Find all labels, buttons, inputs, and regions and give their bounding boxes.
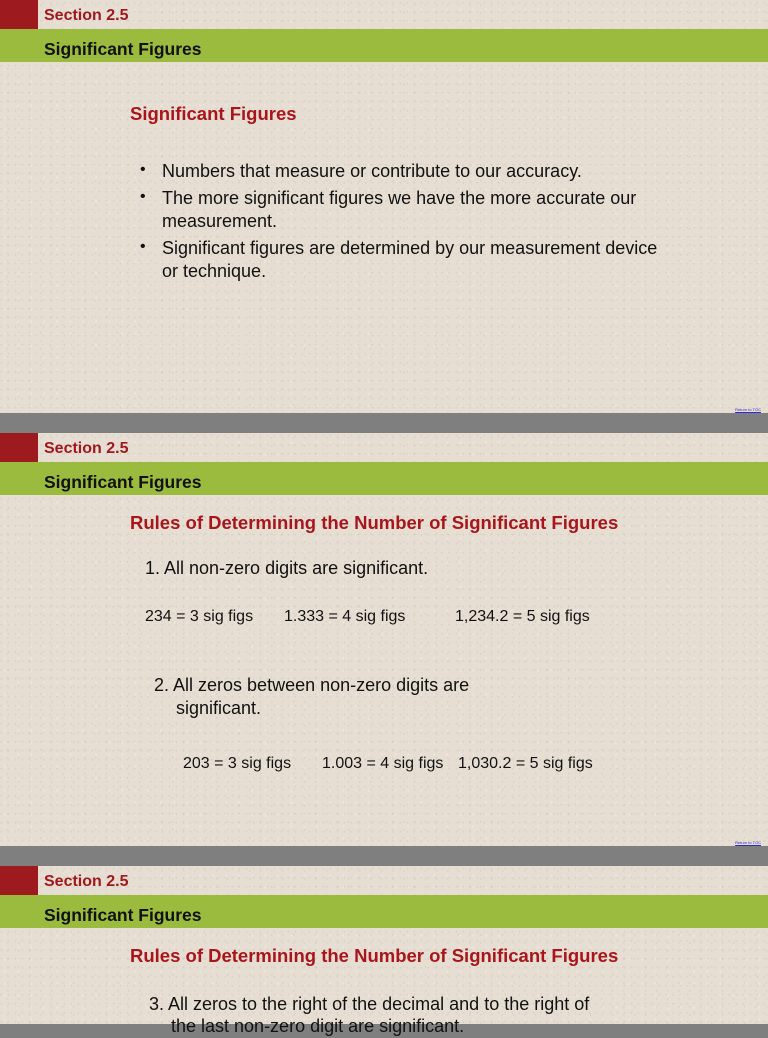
section-label: Section 2.5 — [44, 7, 129, 24]
rule-1-example: 1,234.2 = 5 sig figs — [455, 608, 590, 625]
rule-1: 1. All non-zero digits are significant. — [145, 558, 429, 578]
slide-heading: Rules of Determining the Number of Significant Figures — [130, 945, 619, 966]
rule-3-line-1: 3. All zeros to the right of the decimal and to the right of — [149, 994, 590, 1014]
section-label: Section 2.5 — [44, 873, 129, 890]
rule-2-example: 203 = 3 sig figs — [183, 755, 292, 772]
slide-3 — [0, 866, 768, 1036]
title-bar — [0, 29, 768, 62]
return-to-toc-link[interactable]: Return to TOC — [735, 840, 761, 845]
slide-2 — [0, 433, 768, 846]
bullet-icon: • — [140, 188, 146, 205]
bullet-icon: • — [140, 161, 146, 178]
slide-title: Significant Figures — [44, 472, 202, 492]
section-label: Section 2.5 — [44, 440, 129, 457]
bullet-icon: • — [140, 238, 146, 255]
section-marker — [0, 0, 38, 29]
bullet-item: • The more significant figures we have the more accurate our measurement. — [140, 187, 660, 233]
slide-1 — [0, 0, 768, 413]
section-marker — [0, 433, 38, 462]
slide-heading: Significant Figures — [130, 103, 297, 124]
title-bar — [0, 462, 768, 495]
bullet-item: • Significant figures are determined by our measurement device or technique. — [140, 237, 660, 283]
section-marker — [0, 866, 38, 895]
title-bar — [0, 895, 768, 928]
bullet-list — [140, 160, 660, 287]
rule-2-line-2: significant. — [176, 698, 262, 718]
slide-title: Significant Figures — [44, 39, 202, 59]
bullet-item: • Numbers that measure or contribute to our accuracy. — [140, 160, 660, 183]
slide-heading: Rules of Determining the Number of Significant Figures — [130, 512, 619, 533]
rule-2-example: 1,030.2 = 5 sig figs — [458, 755, 593, 772]
slide-title: Significant Figures — [44, 905, 202, 925]
rule-3-line-2: the last non-zero digit are significant. — [171, 1016, 465, 1036]
rule-2-line-1: 2. All zeros between non-zero digits are — [154, 675, 470, 695]
rule-2-example: 1.003 = 4 sig figs — [322, 755, 444, 772]
rule-1-example: 1.333 = 4 sig figs — [284, 608, 406, 625]
rule-1-example: 234 = 3 sig figs — [145, 608, 254, 625]
return-to-toc-link[interactable]: Return to TOC — [735, 407, 761, 412]
